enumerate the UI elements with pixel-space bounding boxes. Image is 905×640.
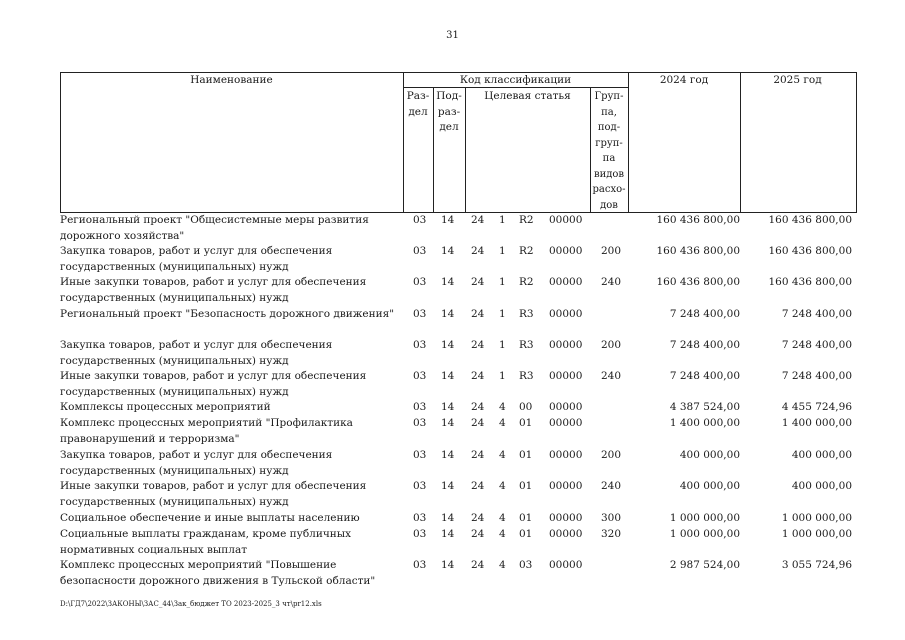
row-expense-group: 200: [601, 449, 622, 461]
row-subprogram: 1: [499, 214, 506, 226]
row-name: Иные закупки товаров, работ и услуг для обеспечения государственных (муниципальных) нужд: [60, 480, 367, 508]
row-code: 00000: [549, 339, 583, 351]
row-subsection: 14: [441, 339, 455, 351]
row-name: Комплекс процессных мероприятий "Повышение безопасности дорожного движения в Тульской области": [60, 559, 376, 587]
row-2025: 7 248 400,00: [781, 339, 852, 351]
row-program: 24: [471, 449, 485, 461]
row-2024: 1 000 000,00: [669, 528, 740, 540]
row-code: 00000: [549, 401, 583, 413]
divider: [628, 72, 629, 212]
row-program: 24: [471, 308, 485, 320]
row-2024: 400 000,00: [679, 480, 740, 492]
row-subsection: 14: [441, 214, 455, 226]
row-2024: 7 248 400,00: [669, 370, 740, 382]
row-code: 00000: [549, 528, 583, 540]
row-2025: 400 000,00: [791, 480, 852, 492]
row-section: 03: [413, 417, 427, 429]
row-2025: 1 400 000,00: [781, 417, 852, 429]
row-code: 00000: [549, 276, 583, 288]
row-section: 03: [413, 370, 427, 382]
row-expense-group: 240: [601, 480, 622, 492]
row-section: 03: [413, 401, 427, 413]
row-section: 03: [413, 480, 427, 492]
row-section: 03: [413, 449, 427, 461]
row-subsection: 14: [441, 512, 455, 524]
row-program: 24: [471, 528, 485, 540]
row-section: 03: [413, 245, 427, 257]
row-subsection: 14: [441, 528, 455, 540]
header-year-2024: 2024 год: [659, 74, 709, 86]
row-name: Закупка товаров, работ и услуг для обеспечения государственных (муниципальных) нужд: [60, 245, 333, 273]
row-2025: 160 436 800,00: [768, 245, 852, 257]
row-subprogram: 4: [499, 449, 506, 461]
row-subsection: 14: [441, 417, 455, 429]
row-program: 24: [471, 417, 485, 429]
header-subsection: Под- раз- дел: [436, 90, 462, 133]
row-2024: 2 987 524,00: [669, 559, 740, 571]
row-2025: 160 436 800,00: [768, 214, 852, 226]
row-direction: R2: [519, 276, 534, 288]
row-2024: 1 000 000,00: [669, 512, 740, 524]
row-expense-group: 240: [601, 276, 622, 288]
row-program: 24: [471, 276, 485, 288]
row-subprogram: 4: [499, 528, 506, 540]
row-subprogram: 1: [499, 370, 506, 382]
row-expense-group: 200: [601, 339, 622, 351]
row-name: Иные закупки товаров, работ и услуг для обеспечения государственных (муниципальных) нужд: [60, 370, 367, 398]
row-name: Социальные выплаты гражданам, кроме публичных нормативных социальных выплат: [60, 528, 352, 556]
row-subprogram: 4: [499, 401, 506, 413]
row-2025: 3 055 724,96: [781, 559, 852, 571]
header-year-2025: 2025 год: [773, 74, 822, 86]
header-section: Раз- дел: [406, 90, 430, 118]
row-direction: 01: [519, 449, 533, 461]
row-2024: 400 000,00: [679, 449, 740, 461]
row-name: Региональный проект "Общесистемные меры развития дорожного хозяйства": [60, 214, 369, 242]
row-section: 03: [413, 528, 427, 540]
row-2024: 1 400 000,00: [669, 417, 740, 429]
row-2025: 1 000 000,00: [781, 528, 852, 540]
row-subprogram: 1: [499, 308, 506, 320]
row-2024: 4 387 524,00: [669, 401, 740, 413]
row-program: 24: [471, 245, 485, 257]
row-code: 00000: [549, 308, 583, 320]
row-2024: 160 436 800,00: [656, 245, 740, 257]
row-direction: R3: [519, 339, 534, 351]
row-program: 24: [471, 370, 485, 382]
row-subprogram: 1: [499, 276, 506, 288]
row-code: 00000: [549, 559, 583, 571]
header-code-classification: Код классификации: [459, 74, 572, 86]
row-program: 24: [471, 214, 485, 226]
row-subprogram: 4: [499, 559, 506, 571]
row-direction: 01: [519, 417, 533, 429]
row-name: Региональный проект "Безопасность дорожного движения": [60, 308, 395, 320]
row-expense-group: 200: [601, 245, 622, 257]
row-subsection: 14: [441, 370, 455, 382]
row-name: Социальное обеспечение и иные выплаты населению: [60, 512, 360, 524]
row-name: Комплекс процессных мероприятий "Профилактика правонарушений и терроризма": [60, 417, 353, 445]
file-path-footer: D:\ГД7\2022\ЗАКОНЫ\ЗАС_44\Зак_бюджет ТО 2023-2025_3 чт\pr12.xls: [60, 600, 322, 608]
row-2025: 7 248 400,00: [781, 370, 852, 382]
row-expense-group: 300: [601, 512, 622, 524]
row-direction: R2: [519, 245, 534, 257]
row-direction: 01: [519, 528, 533, 540]
row-direction: R2: [519, 214, 534, 226]
row-subsection: 14: [441, 401, 455, 413]
row-subprogram: 1: [499, 245, 506, 257]
header-group: Груп- па, под- груп- па видов расхо- дов: [592, 91, 626, 211]
row-code: 00000: [549, 417, 583, 429]
row-2025: 1 000 000,00: [781, 512, 852, 524]
row-direction: 01: [519, 480, 533, 492]
row-name: Закупка товаров, работ и услуг для обеспечения государственных (муниципальных) нужд: [60, 449, 333, 477]
row-section: 03: [413, 308, 427, 320]
row-direction: R3: [519, 308, 534, 320]
row-program: 24: [471, 559, 485, 571]
page-number: 31: [446, 30, 459, 41]
row-section: 03: [413, 339, 427, 351]
row-code: 00000: [549, 245, 583, 257]
row-direction: R3: [519, 370, 534, 382]
header-target-article: Целевая статья: [484, 90, 571, 102]
row-subprogram: 4: [499, 512, 506, 524]
row-subsection: 14: [441, 308, 455, 320]
row-program: 24: [471, 339, 485, 351]
row-code: 00000: [549, 449, 583, 461]
row-name: Закупка товаров, работ и услуг для обеспечения государственных (муниципальных) нужд: [60, 339, 333, 367]
row-expense-group: 240: [601, 370, 622, 382]
row-direction: 03: [519, 559, 533, 571]
row-subsection: 14: [441, 559, 455, 571]
row-subprogram: 4: [499, 480, 506, 492]
row-name: Иные закупки товаров, работ и услуг для обеспечения государственных (муниципальных) нужд: [60, 276, 367, 304]
divider: [465, 87, 466, 212]
row-2024: 160 436 800,00: [656, 214, 740, 226]
row-name: Комплексы процессных мероприятий: [60, 401, 271, 413]
row-subsection: 14: [441, 245, 455, 257]
row-subprogram: 4: [499, 417, 506, 429]
row-subsection: 14: [441, 449, 455, 461]
row-expense-group: 320: [601, 528, 622, 540]
row-subsection: 14: [441, 276, 455, 288]
row-2025: 400 000,00: [791, 449, 852, 461]
row-section: 03: [413, 512, 427, 524]
row-section: 03: [413, 214, 427, 226]
row-code: 00000: [549, 512, 583, 524]
row-2025: 7 248 400,00: [781, 308, 852, 320]
row-direction: 00: [519, 401, 533, 413]
row-subprogram: 1: [499, 339, 506, 351]
row-code: 00000: [549, 370, 583, 382]
row-2024: 7 248 400,00: [669, 339, 740, 351]
row-section: 03: [413, 276, 427, 288]
row-program: 24: [471, 512, 485, 524]
row-program: 24: [471, 401, 485, 413]
row-program: 24: [471, 480, 485, 492]
row-code: 00000: [549, 214, 583, 226]
row-2025: 160 436 800,00: [768, 276, 852, 288]
row-2024: 160 436 800,00: [656, 276, 740, 288]
row-subsection: 14: [441, 480, 455, 492]
row-2024: 7 248 400,00: [669, 308, 740, 320]
header-name: Наименование: [190, 74, 273, 86]
row-code: 00000: [549, 480, 583, 492]
row-2025: 4 455 724,96: [781, 401, 852, 413]
row-section: 03: [413, 559, 427, 571]
row-direction: 01: [519, 512, 533, 524]
divider: [740, 72, 741, 212]
